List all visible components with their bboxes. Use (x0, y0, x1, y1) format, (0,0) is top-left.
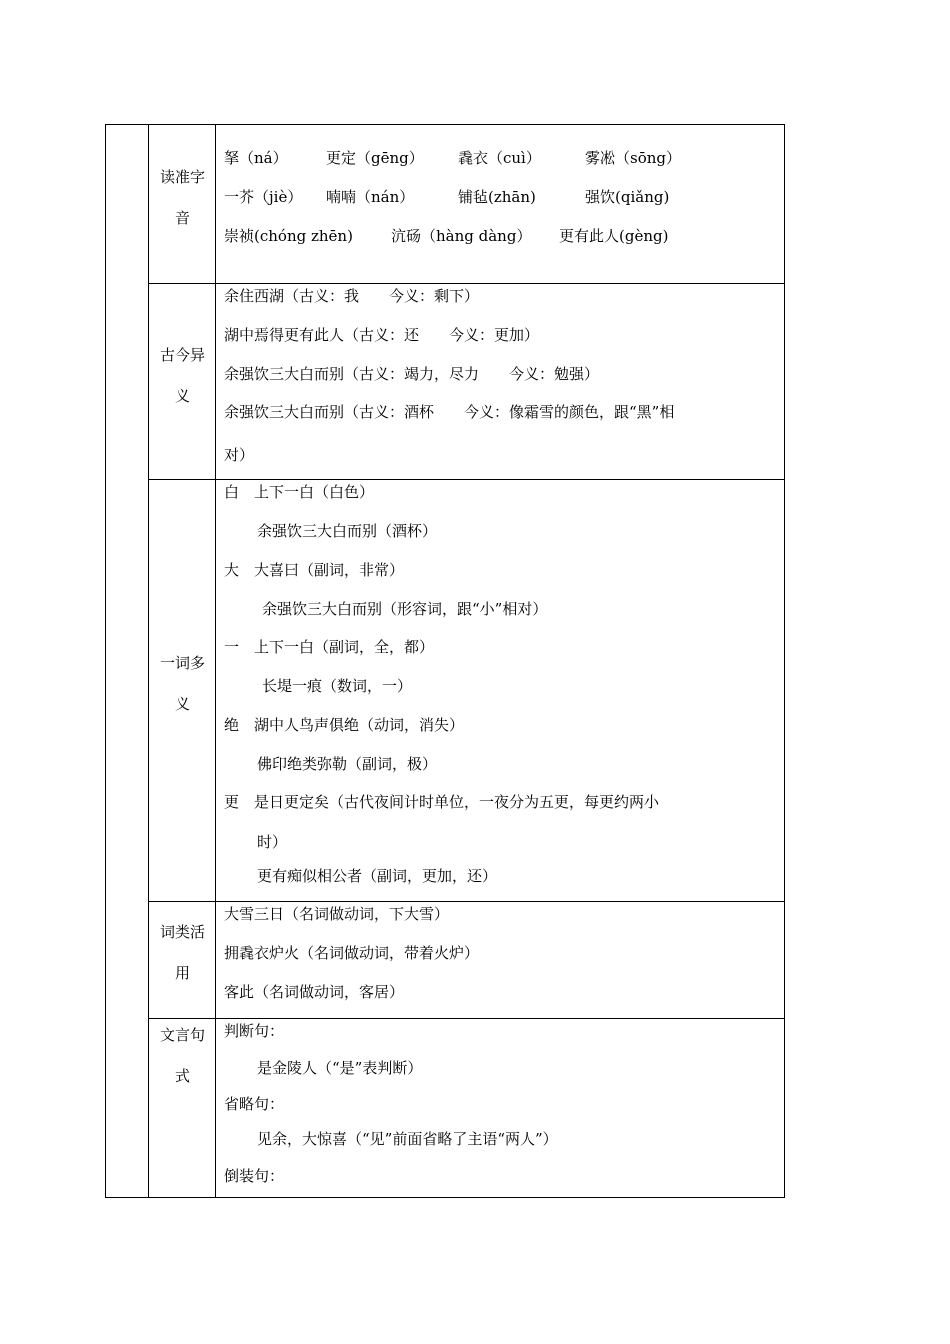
section-label-meaning-change: 古今异 义 (159, 346, 205, 405)
text-line: 见余，大惊喜（“见”前面省略了主语“两人”） (257, 1130, 558, 1148)
pron-item: 崇祯(chóng zhēn) (224, 227, 353, 245)
pron-item: 喃喃（nán） (326, 188, 415, 206)
text-line: 是金陵人（“是”表判断） (257, 1059, 423, 1077)
pron-item: 强饮(qiǎng) (585, 188, 670, 206)
text-line: 余强饮三大白而别（酒杯） (257, 522, 438, 540)
text-line: 余强饮三大白而别（古义：酒杯 今义：像霜雪的颜色，跟“黑”相 (224, 403, 675, 421)
text-line: 更 是日更定矣（古代夜间计时单位，一夜分为五更，每更约两小 (224, 793, 660, 811)
pron-item: 铺毡(zhān) (458, 188, 536, 206)
text-line: 绝 湖中人鸟声俱绝（动词，消失） (224, 716, 465, 734)
section-label-pronunciation: 读准字 音 (159, 168, 205, 227)
text-line: 一 上下一白（副词，全，都） (224, 638, 435, 656)
text-line: 省略句： (224, 1095, 285, 1113)
row-divider-3 (148, 901, 784, 902)
section-label-word-class: 词类活 用 (159, 923, 205, 982)
pron-item: 一芥（jiè） (224, 188, 303, 206)
study-table (105, 124, 785, 1198)
text-line: 拥毳衣炉火（名词做动词，带着火炉） (224, 944, 480, 962)
text-line: 时） (257, 833, 288, 851)
text-line: 佛印绝类弥勒（副词，极） (257, 755, 438, 773)
text-line: 余住西湖（古义：我 今义：剩下） (224, 287, 480, 305)
text-line: 余强饮三大白而别（形容词，跟“小”相对） (262, 600, 548, 618)
text-line: 更有痴似相公者（副词，更加，还） (257, 867, 498, 885)
row-divider-4 (148, 1018, 784, 1019)
section-label-polysemy: 一词多 义 (159, 654, 205, 713)
pron-item: 沆砀（hàng dàng） (391, 227, 532, 245)
text-line: 大 大喜曰（副词，非常） (224, 561, 405, 579)
pron-item: 拏（ná） (224, 149, 288, 167)
text-line: 对） (224, 446, 255, 464)
section-label-sentence-patterns: 文言句 式 (159, 1026, 205, 1085)
pron-item: 毳衣（cuì） (458, 149, 541, 167)
pron-item: 更有此人(gèng) (559, 227, 669, 245)
text-line: 长堤一痕（数词，一） (262, 677, 413, 695)
row-divider-1 (148, 283, 784, 284)
text-line: 倒装句： (224, 1167, 285, 1185)
text-line: 判断句： (224, 1022, 285, 1040)
text-line: 余强饮三大白而别（古义：竭力，尽力 今义：勉强） (224, 365, 600, 383)
text-line: 大雪三日（名词做动词，下大雪） (224, 905, 450, 923)
pron-item: 雾凇（sōng） (585, 149, 681, 167)
row-divider-2 (148, 479, 784, 480)
pron-item: 更定（gēng） (326, 149, 424, 167)
text-line: 白 上下一白（白色） (224, 483, 375, 501)
text-line: 湖中焉得更有此人（古义：还 今义：更加） (224, 326, 540, 344)
text-line: 客此（名词做动词，客居） (224, 983, 405, 1001)
